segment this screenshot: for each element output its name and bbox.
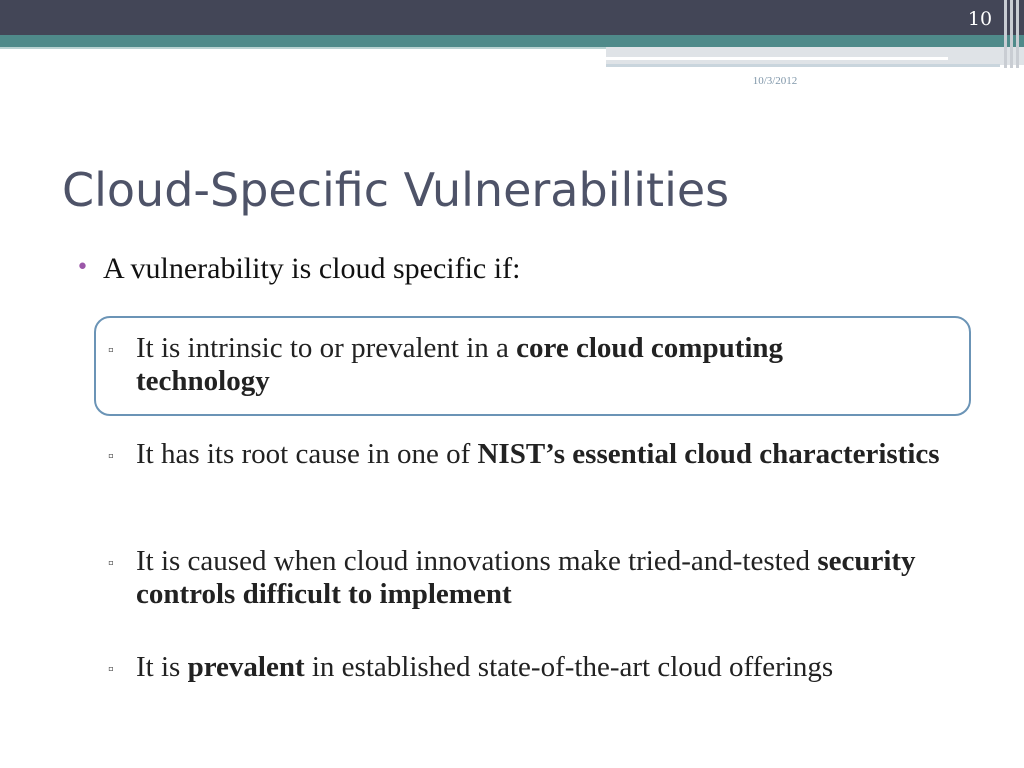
header-right-line	[606, 57, 948, 60]
header-right-block	[606, 47, 1024, 65]
sub-bullet-square-icon: ▫	[108, 555, 114, 572]
header-vertical-line	[1004, 0, 1007, 68]
bold-text-segment: security controls difficult to implement	[136, 545, 916, 610]
sub-bullet-text	[136, 332, 836, 398]
bullet-dot-icon: •	[76, 255, 89, 280]
text-segment: It has its root cause in one of	[136, 438, 478, 470]
text-segment: It is caused when cloud innovations make tried-and-tested	[136, 545, 818, 577]
sub-bullet-square-icon: ▫	[108, 342, 114, 359]
sub-bullet-square-icon: ▫	[108, 448, 114, 465]
text-segment: in established state-of-the-art cloud offerings	[304, 651, 834, 683]
slide-title: Cloud-Specific Vulnerabilities	[62, 163, 730, 217]
sub-bullet-text	[136, 438, 976, 471]
header-dark-bar	[0, 0, 1024, 35]
sub-bullet-square-icon: ▫	[108, 661, 114, 678]
header-vertical-line	[1010, 0, 1013, 68]
bold-text-segment: NIST’s essential cloud characteristics	[477, 438, 940, 470]
page-number: 10	[967, 8, 993, 30]
bold-text-segment: core cloud computing technology	[136, 332, 784, 397]
sub-bullet-item	[108, 651, 988, 684]
sub-bullet-item	[108, 545, 988, 611]
header-light-stripe	[0, 47, 606, 49]
header-right-line	[606, 64, 1000, 67]
sub-bullet-text	[136, 545, 936, 611]
slide-date: 10/3/2012	[752, 75, 798, 87]
text-segment: It is	[136, 651, 188, 683]
header-vertical-line	[1016, 0, 1019, 68]
header-teal-stripe	[0, 35, 1024, 47]
bold-text-segment: prevalent	[187, 651, 305, 683]
sub-bullet-item	[108, 332, 988, 398]
sub-bullet-item	[108, 438, 988, 471]
sub-bullet-text	[136, 651, 936, 684]
main-bullet-text: A vulnerability is cloud specific if:	[103, 252, 521, 285]
text-segment: It is intrinsic to or prevalent in a	[136, 332, 517, 364]
